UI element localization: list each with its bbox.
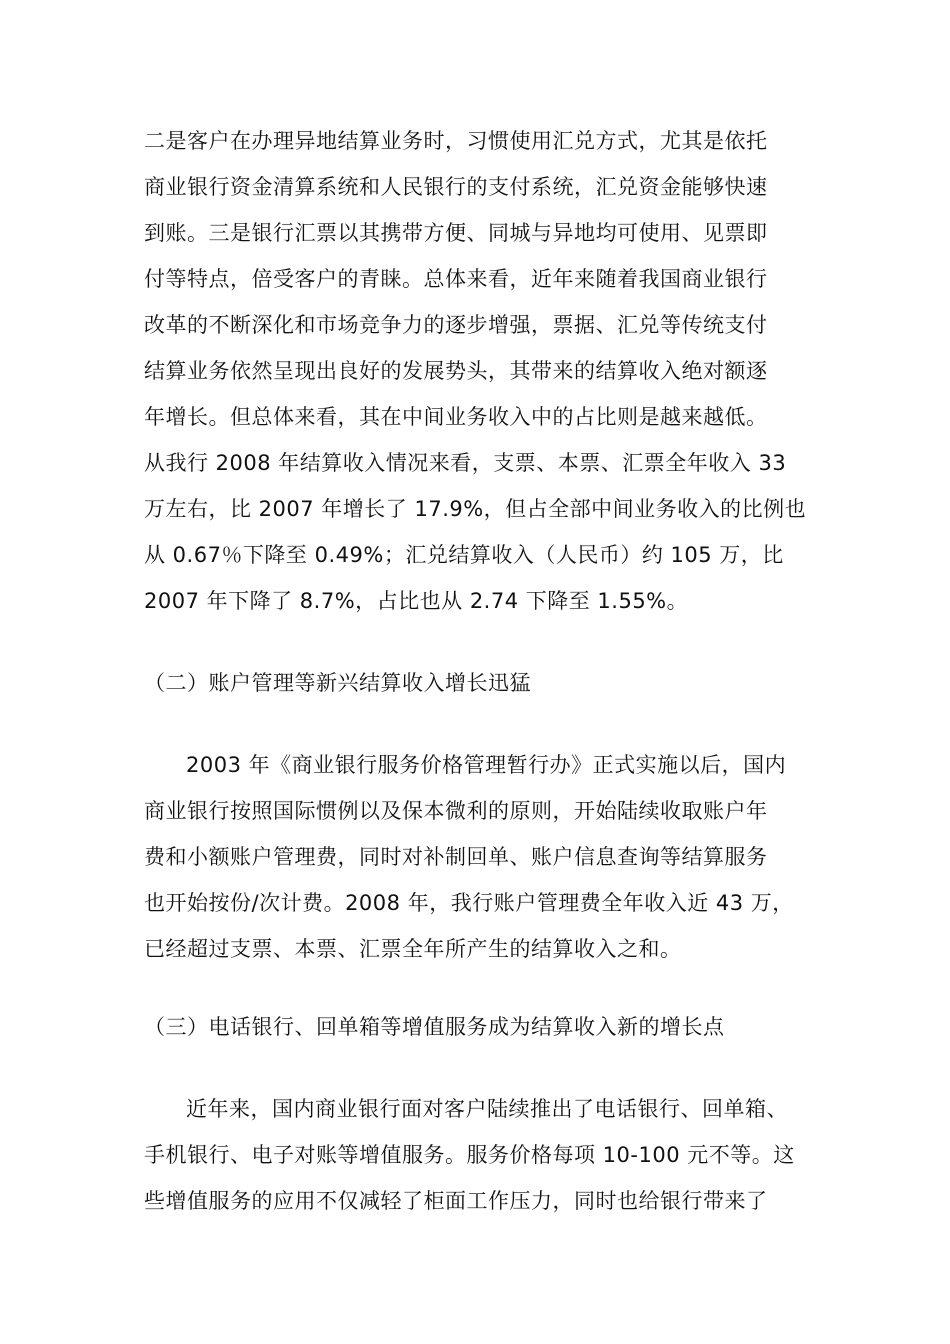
paragraph-line: 手机银行、电子对账等增值服务。服务价格每项 10-100 元不等。这 (144, 1143, 795, 1167)
paragraph-line: 年增长。但总体来看，其在中间业务收入中的占比则是越来越低。 (144, 405, 768, 429)
paragraph-line: 2007 年下降了 8.7%，占比也从 2.74 下降至 1.55%。 (144, 589, 689, 613)
paragraph-line: 从我行 2008 年结算收入情况来看，支票、本票、汇票全年收入 33 (144, 451, 787, 475)
paragraph-line: 些增值服务的应用不仅减轻了柜面工作压力，同时也给银行带来了 (144, 1189, 768, 1213)
paragraph-line: 2003 年《商业银行服务价格管理暂行办》正式实施以后，国内 (186, 753, 787, 777)
paragraph-line: 万左右，比 2007 年增长了 17.9%，但占全部中间业务收入的比例也 (144, 497, 807, 521)
paragraph-line: 商业银行资金清算系统和人民银行的支付系统，汇兑资金能够快速 (144, 175, 768, 199)
paragraph-line: 从 0.67％下降至 0.49%；汇兑结算收入（人民币）约 105 万，比 (144, 543, 784, 567)
paragraph-line: 付等特点，倍受客户的青睐。总体来看，近年来随着我国商业银行 (144, 267, 768, 291)
section-heading-3: （三）电话银行、回单箱等增值服务成为结算收入新的增长点 (144, 1015, 725, 1039)
paragraph-line: 二是客户在办理异地结算业务时，习惯使用汇兑方式，尤其是依托 (144, 129, 768, 153)
paragraph-line: 也开始按份/次计费。2008 年，我行账户管理费全年收入近 43 万， (144, 891, 794, 915)
paragraph-line: 已经超过支票、本票、汇票全年所产生的结算收入之和。 (144, 937, 682, 961)
paragraph-line: 改革的不断深化和市场竞争力的逐步增强，票据、汇兑等传统支付 (144, 313, 768, 337)
section-heading-2: （二）账户管理等新兴结算收入增长迅猛 (144, 671, 531, 695)
paragraph-line: 到账。三是银行汇票以其携带方便、同城与异地均可使用、见票即 (144, 221, 768, 245)
paragraph-line: 结算业务依然呈现出良好的发展势头，其带来的结算收入绝对额逐 (144, 359, 768, 383)
paragraph-line: 商业银行按照国际惯例以及保本微利的原则，开始陆续收取账户年 (144, 799, 768, 823)
paragraph-line: 近年来，国内商业银行面对客户陆续推出了电话银行、回单箱、 (186, 1097, 788, 1121)
paragraph-line: 费和小额账户管理费，同时对补制回单、账户信息查询等结算服务 (144, 845, 768, 869)
